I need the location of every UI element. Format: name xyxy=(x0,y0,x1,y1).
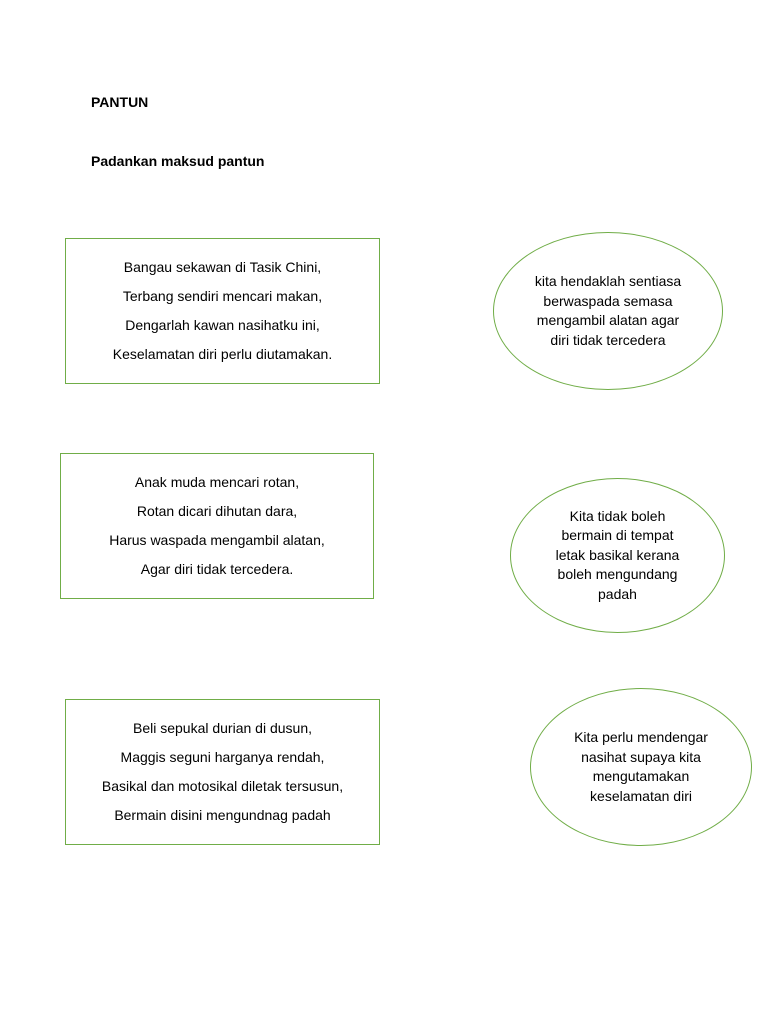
pantun-line: Dengarlah kawan nasihatku ini, xyxy=(125,317,320,333)
pantun-line: Harus waspada mengambil alatan, xyxy=(109,532,325,548)
pantun-line: Anak muda mencari rotan, xyxy=(134,474,300,490)
pantun-line: Agar diri tidak tercedera. xyxy=(140,561,294,577)
pantun-line: Basikal dan motosikal diletak tersusun, xyxy=(101,778,344,794)
meaning-oval-1 xyxy=(493,232,723,390)
pantun-box-2 xyxy=(60,453,374,599)
instruction-heading: Padankan maksud pantun xyxy=(91,153,265,169)
meaning-text: kita hendaklah sentiasa berwaspada semasa mengambil alatan agar diri tidak tercedera xyxy=(534,273,682,348)
pantun-line: Bangau sekawan di Tasik Chini, xyxy=(123,259,322,275)
pantun-line: Bermain disini mengundnag padah xyxy=(114,807,331,823)
pantun-line: Rotan dicari dihutan dara, xyxy=(136,503,298,519)
meaning-text: Kita tidak boleh bermain di tempat letak basikal kerana boleh mengundang padah xyxy=(555,507,680,602)
pantun-line: Maggis seguni harganya rendah, xyxy=(120,749,325,765)
pantun-line: Terbang sendiri mencari makan, xyxy=(122,288,323,304)
meaning-oval-3 xyxy=(530,688,752,846)
pantun-box-3 xyxy=(65,699,380,845)
page-title: PANTUN xyxy=(91,94,149,110)
pantun-box-1 xyxy=(65,238,380,384)
pantun-line: Beli sepukal durian di dusun, xyxy=(132,720,312,736)
pantun-line: Keselamatan diri perlu diutamakan. xyxy=(112,346,333,362)
meaning-oval-2 xyxy=(510,478,725,633)
meaning-text: Kita perlu mendengar nasihat supaya kita mengutamakan keselamatan diri xyxy=(574,729,708,804)
